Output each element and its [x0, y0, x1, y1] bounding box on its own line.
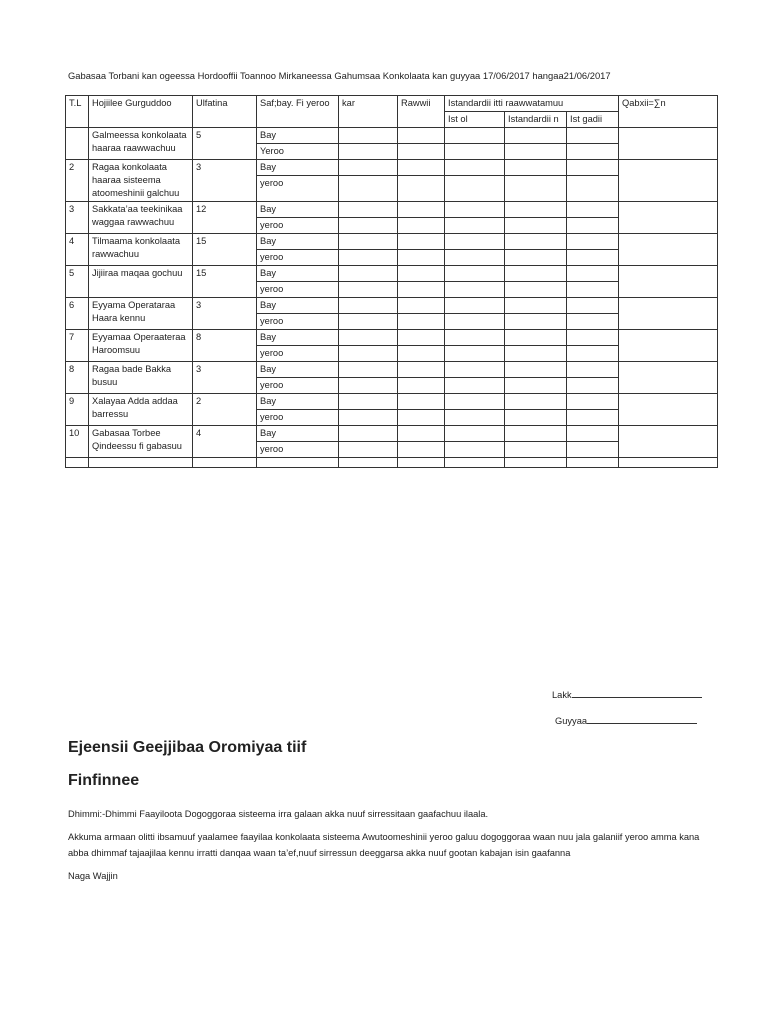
- row-ist-gadii: [567, 330, 619, 362]
- row-kar: [339, 128, 398, 160]
- table-row: [66, 330, 718, 362]
- row-bay-yeroo-top: Bay: [260, 236, 277, 246]
- row-ist-ol-top: [445, 234, 504, 249]
- row-task: Eyyamaa Operaateraa Haroomsuu: [89, 330, 193, 362]
- row-rawwii: [398, 298, 445, 330]
- row-bay-yeroo: [257, 394, 339, 426]
- row-istandardii-n-bottom: [505, 377, 566, 393]
- row-ist-gadii: [567, 202, 619, 234]
- row-ist-ol-bottom: [445, 143, 504, 159]
- row-rawwii-top: [398, 234, 444, 249]
- row-ist-ol-bottom: [445, 313, 504, 329]
- row-istandardii-n-top: [505, 362, 566, 377]
- row-bay-yeroo-top: Bay: [260, 332, 277, 342]
- row-ist-ol-top: [445, 266, 504, 281]
- row-bay-yeroo-top: Bay: [260, 162, 277, 172]
- row-istandardii-n-bottom: [505, 409, 566, 425]
- row-istandardii-n-top: [505, 234, 566, 249]
- row-ist-gadii-top: [567, 202, 618, 217]
- row-rawwii-bottom: [398, 217, 444, 233]
- row-qabxii: [619, 426, 718, 458]
- row-kar: [339, 234, 398, 266]
- row-kar-top: [339, 128, 397, 143]
- row-rawwii: [398, 266, 445, 298]
- header-qabxii: Qabxii=∑n: [619, 96, 718, 128]
- row-ist-gadii-top: [567, 160, 618, 175]
- row-istandardii-n-bottom: [505, 441, 566, 457]
- row-rawwii-bottom: [398, 313, 444, 329]
- empty-cell: [505, 458, 567, 468]
- row-ist-gadii-top: [567, 128, 618, 143]
- row-ist-gadii-top: [567, 234, 618, 249]
- row-rawwii-bottom: [398, 345, 444, 361]
- header-istandardii-n: Istandardii n: [505, 112, 567, 128]
- row-tl: 3: [66, 202, 89, 234]
- letter-closing: Naga Wajjin: [68, 871, 118, 881]
- row-bay-yeroo: [257, 128, 339, 160]
- row-rawwii: [398, 426, 445, 458]
- row-kar-bottom: [339, 441, 397, 457]
- row-ist-ol-bottom: [445, 281, 504, 297]
- row-kar: [339, 426, 398, 458]
- row-qabxii: [619, 128, 718, 160]
- row-kar: [339, 266, 398, 298]
- row-weight: 3: [193, 298, 257, 330]
- row-rawwii-top: [398, 298, 444, 313]
- row-task: Sakkata’aa teekinikaa waggaa rawwachuu: [89, 202, 193, 234]
- lakk-line: [572, 688, 702, 698]
- row-istandardii-n-top: [505, 426, 566, 441]
- row-ist-ol-top: [445, 362, 504, 377]
- row-ist-ol: [445, 128, 505, 160]
- row-tl: 4: [66, 234, 89, 266]
- guyyaa-field: [555, 714, 697, 726]
- row-kar-bottom: [339, 175, 397, 191]
- row-tl: 9: [66, 394, 89, 426]
- empty-cell: [66, 458, 89, 468]
- row-kar-top: [339, 202, 397, 217]
- row-ist-ol-bottom: [445, 217, 504, 233]
- row-ist-ol-top: [445, 426, 504, 441]
- row-tl: 8: [66, 362, 89, 394]
- row-kar-top: [339, 394, 397, 409]
- lakk-label: Lakk: [552, 690, 572, 700]
- table-row: [66, 426, 718, 458]
- row-kar-bottom: [339, 345, 397, 361]
- row-ist-gadii-top: [567, 426, 618, 441]
- row-rawwii-top: [398, 426, 444, 441]
- row-ist-gadii: [567, 394, 619, 426]
- row-bay-yeroo: [257, 202, 339, 234]
- row-kar-bottom: [339, 281, 397, 297]
- row-ist-gadii: [567, 128, 619, 160]
- table-header-row: [66, 96, 718, 112]
- row-tl: 5: [66, 266, 89, 298]
- table-row: [66, 160, 718, 202]
- row-ist-ol-bottom: [445, 441, 504, 457]
- row-istandardii-n-top: [505, 298, 566, 313]
- row-weight: 3: [193, 362, 257, 394]
- row-kar-bottom: [339, 217, 397, 233]
- row-bay-yeroo: [257, 330, 339, 362]
- row-istandardii-n: [505, 202, 567, 234]
- row-weight: 4: [193, 426, 257, 458]
- row-ist-ol-bottom: [445, 345, 504, 361]
- table-row: [66, 128, 718, 160]
- row-qabxii: [619, 160, 718, 202]
- recipient-city: Finfinnee: [68, 772, 140, 789]
- row-qabxii: [619, 298, 718, 330]
- row-rawwii: [398, 202, 445, 234]
- row-ist-ol-top: [445, 394, 504, 409]
- row-rawwii-top: [398, 266, 444, 281]
- row-task: Eyyama Operataraa Haara kennu: [89, 298, 193, 330]
- row-bay-yeroo-bottom: yeroo: [257, 441, 338, 457]
- row-kar: [339, 330, 398, 362]
- row-rawwii-top: [398, 394, 444, 409]
- row-ist-ol: [445, 234, 505, 266]
- row-rawwii-top: [398, 202, 444, 217]
- row-qabxii: [619, 330, 718, 362]
- row-tl: 6: [66, 298, 89, 330]
- row-rawwii: [398, 234, 445, 266]
- row-tl: 7: [66, 330, 89, 362]
- row-rawwii-top: [398, 330, 444, 345]
- report-title: Gabasaa Torbani kan ogeessa Hordooffii Toannoo Mirkaneessa Gahumsaa Konkolaata kan guyyaa 17/06/2017 hangaa21/06/2017: [68, 70, 611, 81]
- row-ist-gadii-bottom: [567, 249, 618, 265]
- row-rawwii-bottom: [398, 249, 444, 265]
- header-saf-bay: Saf;bay. Fi yeroo: [257, 96, 339, 128]
- row-kar-bottom: [339, 377, 397, 393]
- recipient-org: Ejeensii Geejjibaa Oromiyaa tiif: [68, 739, 307, 756]
- row-istandardii-n: [505, 128, 567, 160]
- row-weight: 12: [193, 202, 257, 234]
- header-ist-ol: Ist ol: [445, 112, 505, 128]
- row-ist-gadii-bottom: [567, 143, 618, 159]
- header-tl: T.L: [66, 96, 89, 128]
- row-istandardii-n-top: [505, 202, 566, 217]
- row-bay-yeroo-top: Bay: [260, 300, 277, 310]
- letter-subject: Dhimmi:-Dhimmi Faayiloota Dogoggoraa sisteema irra galaan akka nuuf sirressitaan gaafachuu ilaala.: [68, 809, 489, 819]
- guyyaa-line: [587, 714, 697, 724]
- row-istandardii-n-top: [505, 160, 566, 175]
- header-istandardii: Istandardii itti raawwatamuu: [445, 96, 619, 112]
- row-ist-gadii-bottom: [567, 281, 618, 297]
- header-rawwii: Rawwii: [398, 96, 445, 128]
- row-ist-ol: [445, 394, 505, 426]
- row-rawwii-bottom: [398, 143, 444, 159]
- row-ist-gadii-bottom: [567, 313, 618, 329]
- row-istandardii-n-bottom: [505, 249, 566, 265]
- row-bay-yeroo-top: Bay: [260, 130, 277, 140]
- row-ist-gadii-top: [567, 330, 618, 345]
- row-weight: 8: [193, 330, 257, 362]
- row-ist-gadii: [567, 266, 619, 298]
- row-rawwii-top: [398, 362, 444, 377]
- row-bay-yeroo-bottom: yeroo: [257, 409, 338, 425]
- row-bay-yeroo: [257, 426, 339, 458]
- row-rawwii: [398, 128, 445, 160]
- row-task: Ragaa konkolaata haaraa sisteema atoomeshinii galchuu: [89, 160, 193, 202]
- row-kar-top: [339, 266, 397, 281]
- row-kar-top: [339, 330, 397, 345]
- table-row: [66, 394, 718, 426]
- empty-cell: [89, 458, 193, 468]
- row-ist-ol: [445, 298, 505, 330]
- row-bay-yeroo: [257, 160, 339, 202]
- row-bay-yeroo-top: Bay: [260, 396, 277, 406]
- row-kar-bottom: [339, 249, 397, 265]
- row-kar-top: [339, 298, 397, 313]
- row-ist-gadii: [567, 362, 619, 394]
- row-bay-yeroo-bottom: yeroo: [257, 281, 338, 297]
- table-row: [66, 266, 718, 298]
- row-bay-yeroo-bottom: yeroo: [257, 249, 338, 265]
- row-bay-yeroo: [257, 234, 339, 266]
- row-bay-yeroo-bottom: yeroo: [257, 313, 338, 329]
- table-row: [66, 202, 718, 234]
- row-weight: 5: [193, 128, 257, 160]
- row-istandardii-n: [505, 234, 567, 266]
- row-bay-yeroo-top: Bay: [260, 268, 277, 278]
- row-kar-top: [339, 362, 397, 377]
- table-row: [66, 362, 718, 394]
- row-ist-ol-bottom: [445, 409, 504, 425]
- empty-cell: [257, 458, 339, 468]
- row-ist-gadii: [567, 234, 619, 266]
- row-rawwii-top: [398, 160, 444, 175]
- row-ist-gadii-bottom: [567, 217, 618, 233]
- row-bay-yeroo-top: Bay: [260, 364, 277, 374]
- row-istandardii-n: [505, 426, 567, 458]
- row-rawwii: [398, 330, 445, 362]
- row-kar-top: [339, 160, 397, 175]
- empty-cell: [339, 458, 398, 468]
- row-istandardii-n: [505, 160, 567, 202]
- row-qabxii: [619, 362, 718, 394]
- row-ist-ol-bottom: [445, 249, 504, 265]
- row-ist-ol: [445, 160, 505, 202]
- row-ist-gadii-bottom: [567, 377, 618, 393]
- row-bay-yeroo-bottom: yeroo: [257, 377, 338, 393]
- row-ist-ol-top: [445, 128, 504, 143]
- row-istandardii-n-top: [505, 128, 566, 143]
- row-rawwii-bottom: [398, 281, 444, 297]
- row-istandardii-n-bottom: [505, 345, 566, 361]
- row-ist-ol: [445, 426, 505, 458]
- empty-cell: [619, 458, 718, 468]
- row-task: Ragaa bade Bakka busuu: [89, 362, 193, 394]
- row-ist-ol: [445, 202, 505, 234]
- lakk-field: [552, 688, 702, 700]
- row-weight: 15: [193, 266, 257, 298]
- row-ist-gadii-bottom: [567, 409, 618, 425]
- row-istandardii-n: [505, 394, 567, 426]
- row-rawwii-top: [398, 128, 444, 143]
- header-ist-gadii: Ist gadii: [567, 112, 619, 128]
- row-ist-gadii-top: [567, 362, 618, 377]
- table-row: [66, 298, 718, 330]
- row-task: Gabasaa Torbee Qindeessu fi gabasuu: [89, 426, 193, 458]
- row-bay-yeroo-top: Bay: [260, 204, 277, 214]
- row-rawwii-bottom: [398, 441, 444, 457]
- row-ist-ol-top: [445, 330, 504, 345]
- row-ist-ol-bottom: [445, 377, 504, 393]
- row-kar-bottom: [339, 313, 397, 329]
- empty-cell: [398, 458, 445, 468]
- row-kar: [339, 160, 398, 202]
- guyyaa-label: Guyyaa: [555, 716, 588, 726]
- row-bay-yeroo: [257, 266, 339, 298]
- empty-cell: [193, 458, 257, 468]
- row-rawwii-bottom: [398, 175, 444, 191]
- row-istandardii-n-bottom: [505, 313, 566, 329]
- row-task: Xalayaa Adda addaa barressu: [89, 394, 193, 426]
- row-bay-yeroo-bottom: yeroo: [257, 175, 338, 191]
- row-qabxii: [619, 266, 718, 298]
- row-tl: 2: [66, 160, 89, 202]
- row-kar-top: [339, 234, 397, 249]
- row-bay-yeroo-bottom: yeroo: [257, 345, 338, 361]
- row-ist-ol: [445, 266, 505, 298]
- row-task: Galmeessa konkolaata haaraa raawwachuu: [89, 128, 193, 160]
- row-qabxii: [619, 394, 718, 426]
- row-istandardii-n-top: [505, 266, 566, 281]
- row-kar: [339, 394, 398, 426]
- row-ist-gadii-bottom: [567, 345, 618, 361]
- row-ist-gadii: [567, 160, 619, 202]
- row-weight: 15: [193, 234, 257, 266]
- row-istandardii-n-top: [505, 394, 566, 409]
- row-rawwii: [398, 160, 445, 202]
- row-rawwii: [398, 362, 445, 394]
- row-weight: 2: [193, 394, 257, 426]
- row-rawwii-bottom: [398, 377, 444, 393]
- row-ist-ol-top: [445, 202, 504, 217]
- header-hojiilee: Hojiilee Gurguddoo: [89, 96, 193, 128]
- row-ist-gadii-top: [567, 266, 618, 281]
- row-ist-ol: [445, 362, 505, 394]
- row-istandardii-n-bottom: [505, 217, 566, 233]
- row-kar-top: [339, 426, 397, 441]
- table-empty-row: [66, 458, 718, 468]
- row-bay-yeroo: [257, 362, 339, 394]
- row-qabxii: [619, 202, 718, 234]
- report-table: [65, 95, 718, 468]
- row-rawwii: [398, 394, 445, 426]
- row-task: Jijiiraa maqaa gochuu: [89, 266, 193, 298]
- row-bay-yeroo-bottom: Yeroo: [257, 143, 338, 159]
- empty-cell: [445, 458, 505, 468]
- table-row: [66, 234, 718, 266]
- row-istandardii-n-top: [505, 330, 566, 345]
- row-istandardii-n: [505, 330, 567, 362]
- row-weight: 3: [193, 160, 257, 202]
- row-kar: [339, 202, 398, 234]
- row-istandardii-n-bottom: [505, 175, 566, 191]
- row-istandardii-n: [505, 362, 567, 394]
- row-tl: [66, 128, 89, 160]
- row-ist-gadii: [567, 426, 619, 458]
- row-ist-ol-bottom: [445, 175, 504, 191]
- row-qabxii: [619, 234, 718, 266]
- row-kar-bottom: [339, 409, 397, 425]
- row-bay-yeroo: [257, 298, 339, 330]
- row-istandardii-n: [505, 266, 567, 298]
- row-bay-yeroo-bottom: yeroo: [257, 217, 338, 233]
- row-istandardii-n-bottom: [505, 143, 566, 159]
- row-kar-bottom: [339, 143, 397, 159]
- row-kar: [339, 298, 398, 330]
- header-ulfatina: Ulfatina: [193, 96, 257, 128]
- row-bay-yeroo-top: Bay: [260, 428, 277, 438]
- row-ist-ol-top: [445, 298, 504, 313]
- empty-cell: [567, 458, 619, 468]
- header-kar: kar: [339, 96, 398, 128]
- row-ist-gadii-top: [567, 394, 618, 409]
- letter-body: Akkuma armaan olitti ibsamuuf yaalamee faayilaa konkolaata sisteema Awutoomeshinii yeroo galuu dogoggoraa waan nuu jala galaniif yeroo amma kana abba dhimmaf tajaajilaa kennu irratti danqaa waan ta’ef,nuuf sirressun deeggarsa akka nuuf gootan kabajan isin gaafanna: [68, 832, 700, 858]
- row-tl: 10: [66, 426, 89, 458]
- row-ist-gadii-bottom: [567, 441, 618, 457]
- row-task: Tilmaama konkolaata rawwachuu: [89, 234, 193, 266]
- row-ist-gadii-bottom: [567, 175, 618, 191]
- row-kar: [339, 362, 398, 394]
- row-rawwii-bottom: [398, 409, 444, 425]
- row-istandardii-n-bottom: [505, 281, 566, 297]
- row-ist-gadii-top: [567, 298, 618, 313]
- row-istandardii-n: [505, 298, 567, 330]
- row-ist-ol-top: [445, 160, 504, 175]
- row-ist-gadii: [567, 298, 619, 330]
- row-ist-ol: [445, 330, 505, 362]
